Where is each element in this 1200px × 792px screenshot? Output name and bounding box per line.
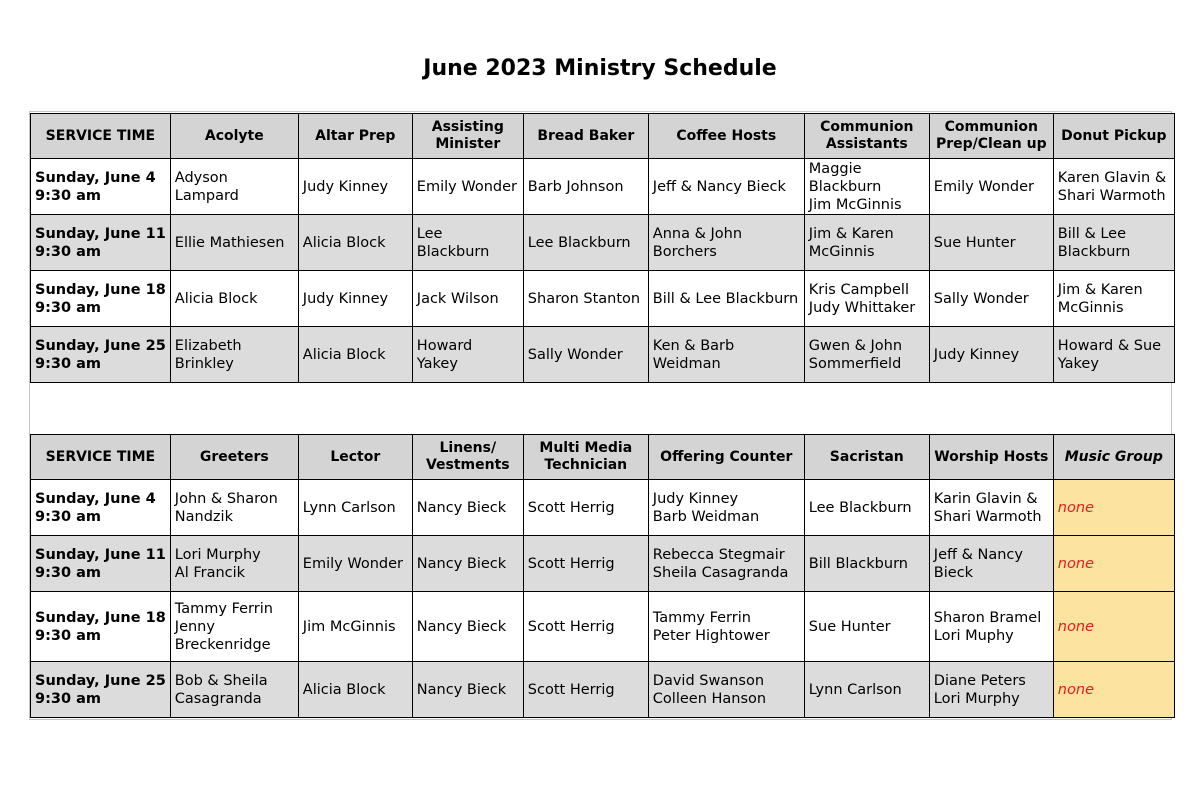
cell-line: 9:30 am [35,355,102,372]
table-cell [170,662,298,718]
service-time-cell [31,480,171,536]
service-time-cell [31,215,171,271]
cell-line: Sunday, June 4 [35,490,156,507]
cell-line: Adyson [174,169,228,186]
service-time-cell [31,536,171,592]
cell-line: Breckenridge [174,636,271,653]
cell-line: Al Francik [174,564,246,581]
table-cell: Lynn Carlson [298,480,412,536]
cell-line: Sheila Casagranda [652,564,789,581]
schedule-table-1 [30,113,1175,383]
table-cell [1053,327,1174,383]
table-cell: none [1053,662,1174,718]
table-cell: Nancy Bieck [412,536,523,592]
table-cell: Scott Herrig [523,480,648,536]
cell-line: McGinnis [808,243,875,260]
cell-line: Blackburn [808,178,882,195]
cell-line: Barb Weidman [652,508,760,525]
cell-line: Blackburn [1057,243,1131,260]
page-title: June 2023 Ministry Schedule [423,56,777,81]
table-cell: Ellie Mathiesen [170,215,298,271]
table-cell: Sally Wonder [523,327,648,383]
table-row [31,592,1175,662]
table-cell [929,662,1053,718]
cell-line: Ken & Barb [652,337,735,354]
cell-line: Yakey [1057,355,1099,372]
schedule-table-2 [30,434,1175,718]
cell-line: Diane Peters [933,672,1026,689]
table-cell: Sue Hunter [804,592,929,662]
cell-line: Yakey [416,355,458,372]
cell-line: Judy Kinney [652,490,739,507]
column-header: Lector [298,435,412,480]
table-row [31,480,1175,536]
cell-line: Sommerfield [808,355,902,372]
table-cell: Lee Blackburn [523,215,648,271]
table-cell [929,592,1053,662]
table-cell: Jim McGinnis [298,592,412,662]
cell-line: Sharon Bramel [933,609,1042,626]
cell-line: Anna & John [652,225,743,242]
table-cell: Scott Herrig [523,536,648,592]
table-cell: none [1053,480,1174,536]
cell-line: Lampard [174,187,239,204]
table-row [31,327,1175,383]
cell-line: Karin Glavin & [933,490,1038,507]
cell-line: Sunday, June 25 [35,672,166,689]
cell-line: Gwen & John [808,337,903,354]
cell-line: Weidman [652,355,721,372]
table-header-row [31,114,1175,159]
table-cell [412,215,523,271]
table-cell [804,327,929,383]
cell-line: Blackburn [416,243,490,260]
cell-line: Jim & Karen [1057,281,1143,298]
table-header-row [31,435,1175,480]
cell-line: Kris Campbell [808,281,909,298]
cell-line: Lori Murphy [933,690,1020,707]
table-cell: Alicia Block [298,662,412,718]
cell-line: Sunday, June 25 [35,337,166,354]
column-header: Communion Assistants [804,114,929,159]
table-cell: Alicia Block [170,271,298,327]
table-cell [170,592,298,662]
service-time-cell [31,271,171,327]
cell-line: Sunday, June 11 [35,546,166,563]
cell-line: Sunday, June 18 [35,609,166,626]
cell-line: Colleen Hanson [652,690,767,707]
table-cell [648,592,804,662]
cell-line: Casagranda [174,690,262,707]
table-cell: Scott Herrig [523,662,648,718]
cell-line: McGinnis [1057,299,1124,316]
cell-line: Rebecca Stegmair [652,546,785,563]
table-cell [929,536,1053,592]
table-cell [648,480,804,536]
table-cell: Sue Hunter [929,215,1053,271]
column-header: Worship Hosts [929,435,1053,480]
table-cell: Sally Wonder [929,271,1053,327]
table-cell: Judy Kinney [929,327,1053,383]
table-cell [648,662,804,718]
table-cell: Emily Wonder [929,159,1053,215]
cell-line: Shari Warmoth [1057,187,1166,204]
column-header: Offering Counter [648,435,804,480]
table-cell [170,480,298,536]
table-cell [1053,215,1174,271]
cell-line: Tammy Ferrin [174,600,273,617]
table-cell [804,271,929,327]
cell-line: Jenny [174,618,215,635]
cell-line: Lori Murphy [174,546,261,563]
cell-line: Bieck [933,564,974,581]
column-header: Sacristan [804,435,929,480]
cell-line: 9:30 am [35,627,102,644]
table-cell [412,327,523,383]
cell-line: Sunday, June 4 [35,169,156,186]
table-cell: Alicia Block [298,215,412,271]
table-cell: Barb Johnson [523,159,648,215]
cell-line: Peter Hightower [652,627,770,644]
cell-line: 9:30 am [35,564,102,581]
service-time-cell [31,592,171,662]
cell-line: Howard [416,337,473,354]
table-cell: Sharon Stanton [523,271,648,327]
table-cell [648,215,804,271]
service-time-cell [31,327,171,383]
column-header: Greeters [170,435,298,480]
cell-line: Judy Whittaker [808,299,916,316]
column-header: Donut Pickup [1053,114,1174,159]
cell-line: John & Sharon [174,490,278,507]
cell-line: 9:30 am [35,243,102,260]
service-time-cell [31,662,171,718]
cell-line: Maggie [808,160,862,177]
column-header: Assisting Minister [412,114,523,159]
table-cell: Judy Kinney [298,271,412,327]
table-cell: Emily Wonder [412,159,523,215]
table-row [31,215,1175,271]
table-cell: Alicia Block [298,327,412,383]
cell-line: Howard & Sue [1057,337,1162,354]
table-cell: Bill & Lee Blackburn [648,271,804,327]
table-cell [1053,271,1174,327]
table-cell: Nancy Bieck [412,662,523,718]
table-cell [170,327,298,383]
table-cell: Nancy Bieck [412,480,523,536]
column-header: Coffee Hosts [648,114,804,159]
table-cell [648,327,804,383]
cell-line: 9:30 am [35,690,102,707]
table-row [31,159,1175,215]
cell-line: 9:30 am [35,508,102,525]
table-cell [804,159,929,215]
column-header: SERVICE TIME [31,114,171,159]
table-row [31,536,1175,592]
cell-line: Karen Glavin & [1057,169,1167,186]
cell-line: Bob & Sheila [174,672,268,689]
table-cell [1053,159,1174,215]
cell-line: Sunday, June 11 [35,225,166,242]
column-header: Altar Prep [298,114,412,159]
cell-line: David Swanson [652,672,765,689]
cell-line: Jim & Karen [808,225,894,242]
cell-line: Jim McGinnis [808,196,902,213]
cell-line: Brinkley [174,355,234,372]
column-header: Multi Media Technician [523,435,648,480]
cell-line: Jeff & Nancy [933,546,1023,563]
table-cell: Lee Blackburn [804,480,929,536]
table-cell: Lynn Carlson [804,662,929,718]
service-time-cell [31,159,171,215]
table-cell: none [1053,536,1174,592]
table-cell: Jeff & Nancy Bieck [648,159,804,215]
table-cell: Scott Herrig [523,592,648,662]
column-header: Acolyte [170,114,298,159]
cell-line: Tammy Ferrin [652,609,751,626]
table-row [31,662,1175,718]
table-cell [929,480,1053,536]
table-cell: Emily Wonder [298,536,412,592]
table-cell: Judy Kinney [298,159,412,215]
cell-line: 9:30 am [35,299,102,316]
table-cell [170,536,298,592]
cell-line: Nandzik [174,508,233,525]
table-cell [804,215,929,271]
table-cell: Nancy Bieck [412,592,523,662]
table-cell: Jack Wilson [412,271,523,327]
column-header: Music Group [1053,435,1174,480]
table-cell: none [1053,592,1174,662]
table-cell [170,159,298,215]
cell-line: Sunday, June 18 [35,281,166,298]
cell-line: Borchers [652,243,717,260]
cell-line: Lee [416,225,443,242]
table-row [31,271,1175,327]
column-header: Bread Baker [523,114,648,159]
table-cell [648,536,804,592]
cell-line: 9:30 am [35,187,102,204]
column-header: Communion Prep/Clean up [929,114,1053,159]
cell-line: Shari Warmoth [933,508,1042,525]
table-cell: Bill Blackburn [804,536,929,592]
cell-line: Bill & Lee [1057,225,1127,242]
cell-line: Lori Muphy [933,627,1014,644]
column-header: Linens/ Vestments [412,435,523,480]
column-header: SERVICE TIME [31,435,171,480]
cell-line: Elizabeth [174,337,242,354]
